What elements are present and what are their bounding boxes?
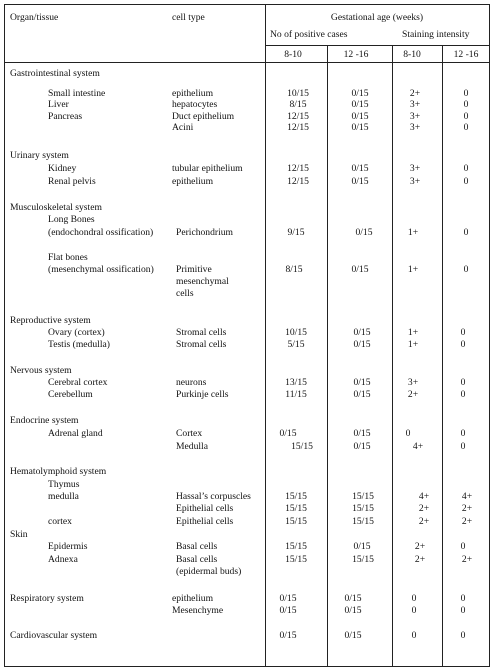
- row-organ: Endocrine system: [10, 415, 79, 426]
- row-positive-12-16: 0/15: [351, 163, 369, 174]
- row-staining-12-16: 0: [463, 122, 469, 133]
- row-organ: Skin: [10, 529, 28, 540]
- row-positive-8-10: 10/15: [285, 327, 307, 338]
- row-positive-12-16: 0/15: [353, 377, 371, 388]
- row-staining-12-16: 0: [463, 99, 469, 110]
- row-organ: Nervous system: [10, 365, 72, 376]
- row-positive-8-10: 5/15: [287, 339, 305, 350]
- row-staining-12-16: 0: [460, 630, 466, 641]
- row-staining-8-10: 2+: [407, 389, 419, 400]
- row-cell-type: Perichondrium: [176, 227, 234, 238]
- row-staining-8-10: 1+: [407, 227, 419, 238]
- row-staining-12-16: 0: [460, 441, 466, 452]
- row-organ: Renal pelvis: [48, 176, 96, 187]
- row-cell-type: Stromal cells: [176, 327, 227, 338]
- row-positive-12-16: 0/15: [355, 227, 373, 238]
- row-positive-12-16: 15/15: [352, 503, 374, 514]
- row-organ: Thymus: [48, 479, 80, 490]
- header-gestational-age: Gestational age (weeks): [330, 12, 424, 23]
- row-organ: Long Bones: [48, 214, 95, 225]
- row-positive-8-10: 9/15: [287, 227, 305, 238]
- row-cell-type: (epidermal buds): [176, 566, 242, 577]
- border-top: [4, 4, 490, 5]
- row-cell-type: Duct epithelium: [172, 111, 235, 122]
- row-positive-8-10: 13/15: [285, 377, 307, 388]
- row-organ: Adrenal gland: [48, 428, 103, 439]
- row-positive-12-16: 15/15: [352, 516, 374, 527]
- row-staining-12-16: 0: [463, 88, 469, 99]
- row-staining-8-10: 2+: [414, 554, 426, 565]
- row-staining-12-16: 0: [460, 428, 466, 439]
- row-organ: Small intestine: [48, 88, 106, 99]
- row-cell-type: epithelium: [172, 88, 214, 99]
- row-cell-type: Acini: [172, 122, 194, 133]
- row-positive-8-10: 12/15: [287, 163, 309, 174]
- row-staining-12-16: 4+: [461, 491, 473, 502]
- row-positive-8-10: 15/15: [285, 516, 307, 527]
- row-positive-8-10: 0/15: [279, 428, 297, 439]
- row-positive-8-10: 12/15: [287, 122, 309, 133]
- row-positive-8-10: 10/15: [287, 88, 309, 99]
- row-organ: medulla: [48, 491, 79, 502]
- row-staining-12-16: 0: [460, 339, 466, 350]
- row-positive-8-10: 8/15: [289, 99, 307, 110]
- row-staining-8-10: 3+: [407, 377, 419, 388]
- row-cell-type: Stromal cells: [176, 339, 227, 350]
- row-staining-12-16: 2+: [461, 516, 473, 527]
- row-cell-type: neurons: [176, 377, 207, 388]
- row-positive-12-16: 0/15: [353, 441, 371, 452]
- row-organ: Ovary (cortex): [48, 327, 105, 338]
- row-positive-12-16: 15/15: [352, 554, 374, 565]
- row-cell-type: Hassal’s corpuscles: [176, 491, 251, 502]
- row-staining-8-10: 2+: [418, 516, 430, 527]
- row-cell-type: mesenchymal: [176, 276, 229, 287]
- row-organ: Urinary system: [10, 150, 69, 161]
- row-positive-12-16: 0/15: [351, 264, 369, 275]
- divider-cell-age: [265, 4, 266, 667]
- row-staining-8-10: 0: [411, 605, 417, 616]
- row-staining-12-16: 0: [460, 389, 466, 400]
- row-staining-8-10: 3+: [409, 122, 421, 133]
- row-positive-12-16: 0/15: [351, 122, 369, 133]
- header-week-3: 8-10: [403, 49, 421, 60]
- row-positive-12-16: 0/15: [351, 111, 369, 122]
- row-cell-type: Epithelial cells: [176, 516, 234, 527]
- row-cell-type: Basal cells: [176, 541, 218, 552]
- row-positive-8-10: 0/15: [279, 605, 297, 616]
- row-organ: Hematolymphoid system: [10, 466, 107, 477]
- row-staining-12-16: 0: [463, 163, 469, 174]
- row-positive-12-16: 0/15: [344, 630, 362, 641]
- row-cell-type: epithelium: [172, 176, 214, 187]
- row-positive-12-16: 0/15: [351, 99, 369, 110]
- row-organ: cortex: [48, 516, 72, 527]
- row-cell-type: epithelium: [172, 593, 214, 604]
- border-bottom: [4, 666, 490, 667]
- row-positive-8-10: 15/15: [291, 441, 313, 452]
- row-staining-8-10: 4+: [418, 491, 430, 502]
- row-staining-8-10: 0: [405, 428, 411, 439]
- row-positive-8-10: 8/15: [285, 264, 303, 275]
- row-organ: Cerebral cortex: [48, 377, 108, 388]
- row-staining-8-10: 0: [411, 593, 417, 604]
- row-positive-12-16: 15/15: [352, 491, 374, 502]
- row-cell-type: tubular epithelium: [172, 163, 243, 174]
- row-organ: Cardiovascular system: [10, 630, 98, 641]
- row-staining-12-16: 2+: [461, 503, 473, 514]
- row-staining-12-16: 0: [463, 176, 469, 187]
- row-cell-type: Cortex: [176, 428, 203, 439]
- row-organ: Cerebellum: [48, 389, 93, 400]
- row-positive-8-10: 15/15: [285, 503, 307, 514]
- row-cell-type: Mesenchyme: [172, 605, 224, 616]
- header-cell-type: cell type: [172, 12, 205, 23]
- row-cell-type: hepatocytes: [172, 99, 218, 110]
- row-staining-8-10: 2+: [414, 541, 426, 552]
- header-positive-cases: No of positive cases: [270, 29, 348, 40]
- row-staining-12-16: 0: [460, 605, 466, 616]
- row-positive-12-16: 0/15: [353, 327, 371, 338]
- row-cell-type: Epithelial cells: [176, 503, 234, 514]
- row-cell-type: Basal cells: [176, 554, 218, 565]
- row-positive-8-10: 15/15: [285, 491, 307, 502]
- row-staining-8-10: 3+: [409, 99, 421, 110]
- divider-week-cols-2: [442, 45, 443, 667]
- header-week-1: 8-10: [284, 49, 302, 60]
- row-positive-8-10: 15/15: [285, 554, 307, 565]
- row-positive-12-16: 0/15: [353, 389, 371, 400]
- row-positive-12-16: 0/15: [344, 605, 362, 616]
- row-staining-8-10: 3+: [409, 163, 421, 174]
- row-staining-8-10: 4+: [412, 441, 424, 452]
- row-staining-12-16: 0: [463, 227, 469, 238]
- subheader-rule: [265, 45, 490, 46]
- row-staining-8-10: 3+: [409, 111, 421, 122]
- row-staining-8-10: 2+: [409, 88, 421, 99]
- row-organ: Gastrointestinal system: [10, 68, 100, 79]
- divider-positive-staining: [392, 45, 393, 667]
- border-left: [4, 4, 5, 667]
- row-organ: Kidney: [48, 163, 77, 174]
- row-positive-12-16: 0/15: [353, 428, 371, 439]
- row-positive-12-16: 0/15: [353, 339, 371, 350]
- row-organ: Flat bones: [48, 252, 88, 263]
- row-organ: Musculoskeletal system: [10, 202, 102, 213]
- row-positive-8-10: 12/15: [287, 111, 309, 122]
- row-organ: Respiratory system: [10, 593, 84, 604]
- row-cell-type: cells: [176, 288, 194, 299]
- row-staining-8-10: 1+: [407, 327, 419, 338]
- header-organ: Organ/tissue: [10, 12, 59, 23]
- row-positive-8-10: 0/15: [279, 593, 297, 604]
- header-week-4: 12 -16: [453, 49, 479, 60]
- row-cell-type: Medulla: [176, 441, 208, 452]
- row-cell-type: Purkinje cells: [176, 389, 229, 400]
- row-organ: Testis (medulla): [48, 339, 110, 350]
- divider-week-cols-1: [327, 45, 328, 667]
- row-organ: (endochondral ossification): [48, 227, 154, 238]
- row-positive-12-16: 0/15: [351, 88, 369, 99]
- row-organ: Pancreas: [48, 111, 83, 122]
- row-staining-12-16: 0: [460, 377, 466, 388]
- row-staining-8-10: 2+: [418, 503, 430, 514]
- row-staining-12-16: 0: [460, 327, 466, 338]
- row-staining-8-10: 0: [411, 630, 417, 641]
- row-positive-12-16: 0/15: [353, 541, 371, 552]
- row-positive-8-10: 11/15: [285, 389, 307, 400]
- row-organ: (mesenchymal ossification): [48, 264, 154, 275]
- header-rule: [4, 62, 490, 63]
- row-positive-8-10: 15/15: [285, 541, 307, 552]
- row-organ: Epidermis: [48, 541, 88, 552]
- row-positive-12-16: 0/15: [351, 176, 369, 187]
- row-staining-8-10: 1+: [407, 264, 419, 275]
- row-staining-8-10: 1+: [407, 339, 419, 350]
- row-staining-12-16: 0: [460, 593, 466, 604]
- row-staining-12-16: 2+: [461, 554, 473, 565]
- row-staining-8-10: 3+: [409, 176, 421, 187]
- row-positive-12-16: 0/15: [344, 593, 362, 604]
- header-staining-intensity: Staining intensity: [402, 29, 470, 40]
- row-organ: Liver: [48, 99, 69, 110]
- row-staining-12-16: 0: [463, 264, 469, 275]
- row-positive-8-10: 12/15: [287, 176, 309, 187]
- border-right: [489, 4, 490, 667]
- row-staining-12-16: 0: [460, 541, 466, 552]
- row-staining-12-16: 0: [463, 111, 469, 122]
- row-positive-8-10: 0/15: [279, 630, 297, 641]
- row-cell-type: Primitive: [176, 264, 212, 275]
- header-week-2: 12 -16: [343, 49, 369, 60]
- row-organ: Adnexa: [48, 554, 78, 565]
- row-organ: Reproductive system: [10, 315, 91, 326]
